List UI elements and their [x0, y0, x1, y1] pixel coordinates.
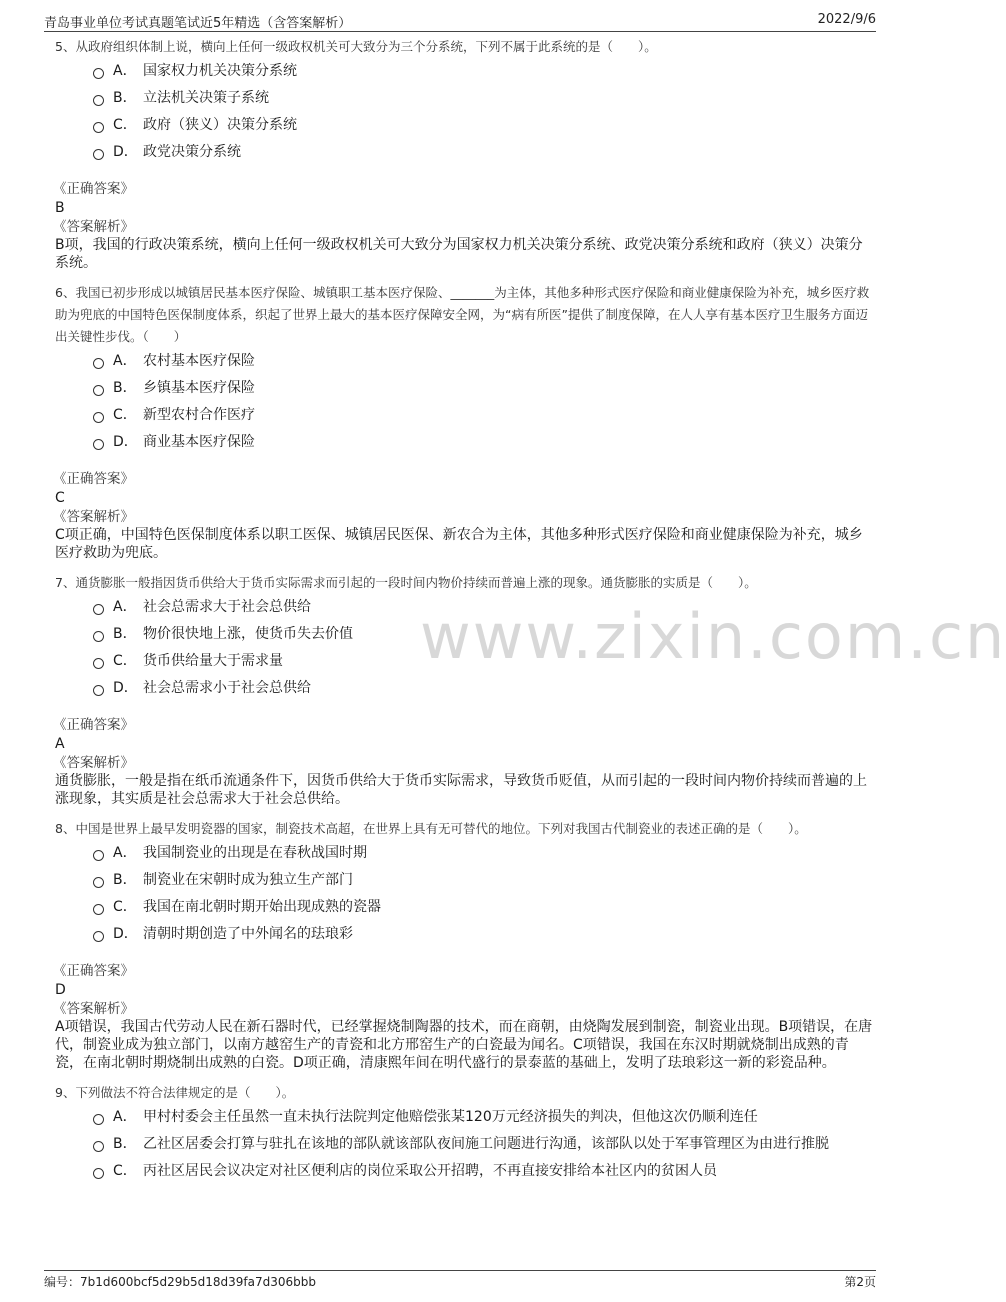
option-item[interactable]	[93, 58, 876, 85]
option-text: 国家权力机关决策分系统	[143, 63, 297, 79]
option-text: 社会总需求小于社会总供给	[143, 680, 311, 696]
radio-button-icon[interactable]	[93, 385, 104, 396]
option-item[interactable]	[93, 921, 876, 948]
option-item[interactable]	[93, 1131, 876, 1158]
radio-button-icon[interactable]	[93, 358, 104, 369]
analysis-label: 《答案解析》	[53, 509, 134, 525]
option-letter: D．	[113, 926, 138, 942]
analysis-text: C项正确，中国特色医保制度体系以职工医保、城镇居民医保、新农合为主体，其他多种形式医疗保险和商业健康保险为补充，城乡医疗救助为兜底。	[55, 527, 863, 561]
question-text: 7、通货膨胀一般指因货币供给大于货币实际需求而引起的一段时间内物价持续而普遍上涨的现象。通货膨胀的实质是（ ）。	[55, 575, 757, 590]
analysis-text: B项，我国的行政决策系统，横向上任何一级政权机关可大致分为国家权力机关决策分系统、政党决策分系统和政府（狭义）决策分系统。	[55, 237, 863, 271]
option-letter: D．	[113, 144, 138, 160]
option-text: 丙社区居民会议决定对社区便利店的岗位采取公开招聘，不再直接安排给本社区内的贫困人员	[143, 1163, 717, 1179]
option-text: 我国制瓷业的出现是在春秋战国时期	[143, 845, 367, 861]
option-list	[93, 840, 876, 948]
watermark: www.zixin.com.cn	[420, 600, 1006, 673]
option-text: 政府（狭义）决策分系统	[143, 117, 297, 133]
option-letter: B．	[113, 626, 137, 642]
radio-button-icon[interactable]	[93, 1168, 104, 1179]
option-letter: A．	[113, 1109, 137, 1125]
spacer	[55, 166, 876, 180]
analysis-text: 通货膨胀，一般是指在纸币流通条件下，因货币供给大于货币实际需求，导致货币贬值，从而引起的一段时间内物价持续而普遍的上涨现象，其实质是社会总需求大于社会总供给。	[55, 773, 867, 807]
radio-button-icon[interactable]	[93, 412, 104, 423]
radio-button-icon[interactable]	[93, 1141, 104, 1152]
analysis-label: 《答案解析》	[53, 1001, 134, 1017]
radio-button-icon[interactable]	[93, 631, 104, 642]
option-letter: C．	[113, 653, 137, 669]
radio-button-icon[interactable]	[93, 122, 104, 133]
answer-label: 《正确答案》	[53, 963, 134, 979]
question-text: 5、从政府组织体制上说，横向上任何一级政权机关可大致分为三个分系统，下列不属于此系统的是（ ）。	[55, 39, 657, 54]
option-letter: C．	[113, 899, 137, 915]
radio-button-icon[interactable]	[93, 68, 104, 79]
radio-button-icon[interactable]	[93, 850, 104, 861]
option-text: 清朝时期创造了中外闻名的珐琅彩	[143, 926, 353, 942]
analysis-label: 《答案解析》	[53, 755, 134, 771]
option-letter: D．	[113, 434, 138, 450]
radio-button-icon[interactable]	[93, 604, 104, 615]
option-letter: A．	[113, 63, 137, 79]
option-item[interactable]	[93, 648, 876, 675]
radio-button-icon[interactable]	[93, 1114, 104, 1125]
option-item[interactable]	[93, 894, 876, 921]
option-letter: B．	[113, 380, 137, 396]
answer-value: A	[55, 736, 65, 752]
option-text: 立法机关决策子系统	[143, 90, 269, 106]
option-item[interactable]	[93, 1104, 876, 1131]
option-item[interactable]	[93, 139, 876, 166]
option-letter: C．	[113, 117, 137, 133]
option-item[interactable]	[93, 348, 876, 375]
question-block	[55, 818, 876, 1072]
option-letter: D．	[113, 680, 138, 696]
radio-button-icon[interactable]	[93, 931, 104, 942]
option-text: 乙社区居委会打算与驻扎在该地的部队就该部队夜间施工问题进行沟通，该部队以处于军事管理区为由进行推脱	[143, 1136, 829, 1152]
option-letter: A．	[113, 353, 137, 369]
document-id: 编号：7b1d600bcf5d29b5d18d39fa7d306bbb	[44, 1275, 316, 1289]
spacer	[55, 456, 876, 470]
answer-label: 《正确答案》	[53, 181, 134, 197]
spacer	[55, 948, 876, 962]
answer-value: C	[55, 490, 65, 506]
radio-button-icon[interactable]	[93, 95, 104, 106]
analysis-label: 《答案解析》	[53, 219, 134, 235]
option-item[interactable]	[93, 112, 876, 139]
option-item[interactable]	[93, 375, 876, 402]
answer-label: 《正确答案》	[53, 471, 134, 487]
answer-value: B	[55, 200, 65, 216]
radio-button-icon[interactable]	[93, 685, 104, 696]
option-item[interactable]	[93, 621, 876, 648]
option-letter: A．	[113, 599, 137, 615]
page-header	[44, 12, 876, 30]
option-list	[93, 1104, 876, 1185]
question-block	[55, 36, 876, 272]
answer-label: 《正确答案》	[53, 717, 134, 733]
radio-button-icon[interactable]	[93, 877, 104, 888]
radio-button-icon[interactable]	[93, 904, 104, 915]
question-text: 9、下列做法不符合法律规定的是（ ）。	[55, 1085, 295, 1100]
question-block	[55, 282, 876, 562]
option-letter: B．	[113, 872, 137, 888]
option-text: 农村基本医疗保险	[143, 353, 255, 369]
option-letter: C．	[113, 407, 137, 423]
question-text: 8、中国是世界上最早发明瓷器的国家，制瓷技术高超，在世界上具有无可替代的地位。下列对我国古代制瓷业的表述正确的是（ ）。	[55, 821, 807, 836]
option-item[interactable]	[93, 594, 876, 621]
page-number: 第2页	[844, 1275, 876, 1289]
option-text: 物价很快地上涨，使货币失去价值	[143, 626, 353, 642]
option-letter: B．	[113, 1136, 137, 1152]
option-text: 商业基本医疗保险	[143, 434, 255, 450]
option-item[interactable]	[93, 429, 876, 456]
option-text: 政党决策分系统	[143, 144, 241, 160]
answer-value: D	[55, 982, 66, 998]
option-item[interactable]	[93, 867, 876, 894]
option-letter: A．	[113, 845, 137, 861]
option-item[interactable]	[93, 1158, 876, 1185]
question-block	[55, 572, 876, 808]
option-text: 乡镇基本医疗保险	[143, 380, 255, 396]
option-text: 甲村村委会主任虽然一直未执行法院判定他赔偿张某120万元经济损失的判决，但他这次仍顺利连任	[143, 1109, 758, 1125]
radio-button-icon[interactable]	[93, 658, 104, 669]
spacer	[55, 702, 876, 716]
option-text: 新型农村合作医疗	[143, 407, 255, 423]
option-list	[93, 348, 876, 456]
document-title: 青岛事业单位考试真题笔试近5年精选（含答案解析）	[44, 16, 352, 31]
option-letter: C．	[113, 1163, 137, 1179]
option-item[interactable]	[93, 840, 876, 867]
option-letter: B．	[113, 90, 137, 106]
question-list	[55, 36, 876, 1185]
question-text: 6、我国已初步形成以城镇居民基本医疗保险、城镇职工基本医疗保险、_______为主体，其他多种形式医疗保险和商业健康保险为补充，城乡医疗救助为兜底的中国特色医保制度体系，织起了世界上最大的基本医疗保障安全网，为“病有所医”提供了制度保障，在人人享有基本医疗卫生服务方面迈出关键性步伐。（ ）	[55, 285, 870, 344]
question-block	[55, 1082, 876, 1185]
option-list	[93, 594, 876, 702]
radio-button-icon[interactable]	[93, 149, 104, 160]
option-item[interactable]	[93, 675, 876, 702]
document-date: 2022/9/6	[817, 12, 876, 27]
radio-button-icon[interactable]	[93, 439, 104, 450]
option-list	[93, 58, 876, 166]
option-text: 社会总需求大于社会总供给	[143, 599, 311, 615]
analysis-text: A项错误，我国古代劳动人民在新石器时代，已经掌握烧制陶器的技术，而在商朝，由烧陶发展到制瓷，制瓷业出现。B项错误，在唐代，制瓷业成为独立部门，以南方越窑生产的青瓷和北方邢窑生产的白瓷最为闻名。C项错误，我国在东汉时期就烧制出成熟的青瓷，在南北朝时期烧制出成熟的白瓷。D项正确，清康熙年间在明代盛行的景泰蓝的基础上，发明了珐琅彩这一新的彩瓷品种。	[55, 1019, 873, 1071]
option-text: 货币供给量大于需求量	[143, 653, 283, 669]
option-item[interactable]	[93, 402, 876, 429]
option-text: 制瓷业在宋朝时成为独立生产部门	[143, 872, 353, 888]
footer-divider	[44, 1270, 876, 1271]
option-text: 我国在南北朝时期开始出现成熟的瓷器	[143, 899, 381, 915]
header-divider	[44, 31, 876, 32]
option-item[interactable]	[93, 85, 876, 112]
